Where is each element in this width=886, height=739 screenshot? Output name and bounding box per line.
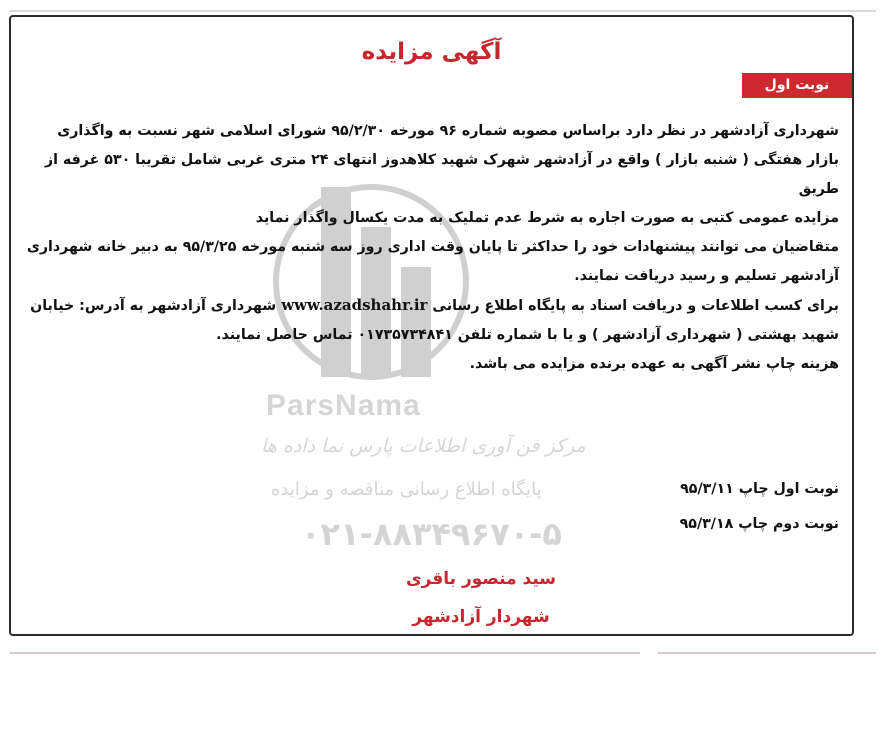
paragraph-line: شهید بهشتی ( شهرداری آزادشهر ) و یا با شماره تلفن ۰۱۷۳۵۷۳۴۸۴۱ تماس حاصل نمایند. xyxy=(216,327,839,343)
round-badge: نوبت اول xyxy=(742,73,852,98)
notice-title: آگهی مزایده xyxy=(361,39,502,65)
paragraph-line: شهرداری آزادشهر در نظر دارد براساس مصوبه شماره ۹۶ مورخه ۹۵/۲/۳۰ شورای اسلامی شهر نسبت به واگذاری xyxy=(57,123,839,139)
watermark-center-text: مرکز فن آوری اطلاعات پارس نما داده ها xyxy=(261,435,586,457)
signature-block xyxy=(361,560,601,636)
bottom-rule xyxy=(10,652,640,654)
bottom-rule xyxy=(658,652,876,654)
paragraph-line: متقاضیان می توانند پیشنهادات خود را حداکثر تا پایان وقت اداری روز سه شنبه مورخه ۹۵/۳/۲۵ به دبیر خانه شهرداری xyxy=(26,239,839,255)
notice-frame xyxy=(9,15,854,636)
paragraph-line: هزینه چاپ نشر آگهی به عهده برنده مزایده می باشد. xyxy=(469,356,839,372)
paragraph-line: آزادشهر تسلیم و رسید دریافت نمایند. xyxy=(574,268,839,284)
paragraph-line xyxy=(19,291,839,321)
top-rule xyxy=(10,10,876,12)
watermark-brand: ParsNama xyxy=(266,389,421,422)
info-text-pre: برای کسب اطلاعات و دریافت اسناد به پایگاه اطلاع رسانی xyxy=(432,298,839,314)
print-dates xyxy=(439,472,839,542)
info-text-post: شهرداری آزادشهر به آدرس: خیابان xyxy=(30,298,277,314)
paragraph-line: مزایده عمومی کتبی به صورت اجاره به شرط عدم تملیک به مدت یکسال واگذار نماید xyxy=(255,210,839,226)
signer-name: سید منصور باقری xyxy=(405,569,557,589)
print-second-date: نوبت دوم چاپ ۹۵/۳/۱۸ xyxy=(679,516,839,532)
watermark-base-text: پایگاه اطلاع رسانی مناقصه و مزایده xyxy=(271,479,542,500)
notice-body xyxy=(19,117,839,379)
print-first-date: نوبت اول چاپ ۹۵/۳/۱۱ xyxy=(680,481,839,497)
watermark-phone: ۰۲۱-۸۸۳۴۹۶۷۰-۵ xyxy=(301,515,562,553)
signer-title: شهردار آزادشهر xyxy=(412,607,550,627)
paragraph-line: بازار هفتگی ( شنبه بازار ) واقع در آزادشهر شهرک شهید کلاهدوز انتهای ۲۴ متری غربی شامل تقریبا ۵۳۰ غرفه از طریق xyxy=(44,152,839,197)
website-link[interactable]: www.azadshahr.ir xyxy=(281,296,428,314)
